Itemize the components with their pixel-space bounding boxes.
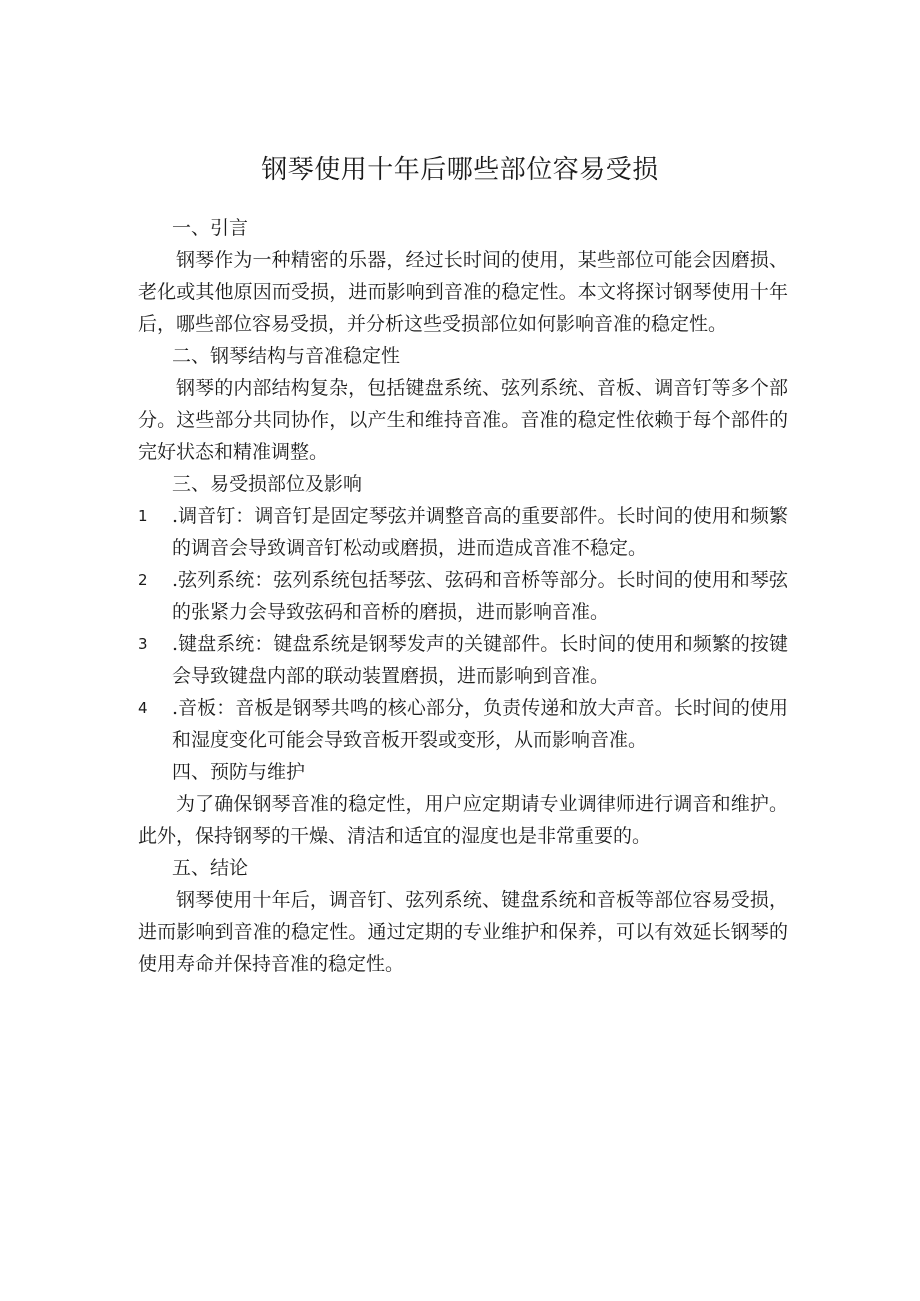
list-item-soundboard [138, 692, 788, 756]
list-item-keyboard-system [138, 628, 788, 692]
section-heading-conclusion: 五、结论 [172, 857, 249, 879]
list-item-string-system [138, 564, 788, 628]
list-item-number: 4 [138, 699, 148, 717]
list-item-number: 2 [138, 571, 148, 589]
section-heading-maintenance: 四、预防与维护 [172, 761, 306, 783]
document-title: 钢琴使用十年后哪些部位容易受损 [261, 155, 659, 185]
section-paragraph-conclusion: 钢琴使用十年后，调音钉、弦列系统、键盘系统和音板等部位容易受损，进而影响到音准的稳定性。通过定期的专业维护和保养，可以有效延长钢琴的使用寿命并保持音准的稳定性。 [138, 889, 788, 975]
section-paragraph-intro: 钢琴作为一种精密的乐器，经过长时间的使用，某些部位可能会因磨损、老化或其他原因而受损，进而影响到音准的稳定性。本文将探讨钢琴使用十年后，哪些部位容易受损，并分析这些受损部位如何影响音准的稳定性。 [138, 249, 788, 335]
list-item-number: 1 [138, 507, 148, 525]
document-body [138, 212, 788, 980]
list-item-text: .音板：音板是钢琴共鸣的核心部分，负责传递和放大声音。长时间的使用和湿度变化可能会导致音板开裂或变形，从而影响音准。 [172, 697, 788, 751]
section-heading-parts: 三、易受损部位及影响 [172, 473, 363, 495]
list-item-tuning-pin [138, 500, 788, 564]
section-paragraph-structure: 钢琴的内部结构复杂，包括键盘系统、弦列系统、音板、调音钉等多个部分。这些部分共同协作，以产生和维持音准。音准的稳定性依赖于每个部件的完好状态和精准调整。 [138, 377, 788, 463]
list-item-text: .调音钉：调音钉是固定琴弦并调整音高的重要部件。长时间的使用和频繁的调音会导致调音钉松动或磨损，进而造成音准不稳定。 [172, 505, 788, 559]
list-item-text: .键盘系统：键盘系统是钢琴发声的关键部件。长时间的使用和频繁的按键会导致键盘内部的联动装置磨损，进而影响到音准。 [172, 633, 788, 687]
list-item-text: .弦列系统：弦列系统包括琴弦、弦码和音桥等部分。长时间的使用和琴弦的张紧力会导致弦码和音桥的磨损，进而影响音准。 [172, 569, 788, 623]
section-heading-intro: 一、引言 [172, 217, 249, 239]
section-heading-structure: 二、钢琴结构与音准稳定性 [172, 345, 401, 367]
list-item-number: 3 [138, 635, 148, 653]
section-paragraph-maintenance: 为了确保钢琴音准的稳定性，用户应定期请专业调律师进行调音和维护。此外，保持钢琴的干燥、清洁和适宜的湿度也是非常重要的。 [138, 793, 788, 847]
